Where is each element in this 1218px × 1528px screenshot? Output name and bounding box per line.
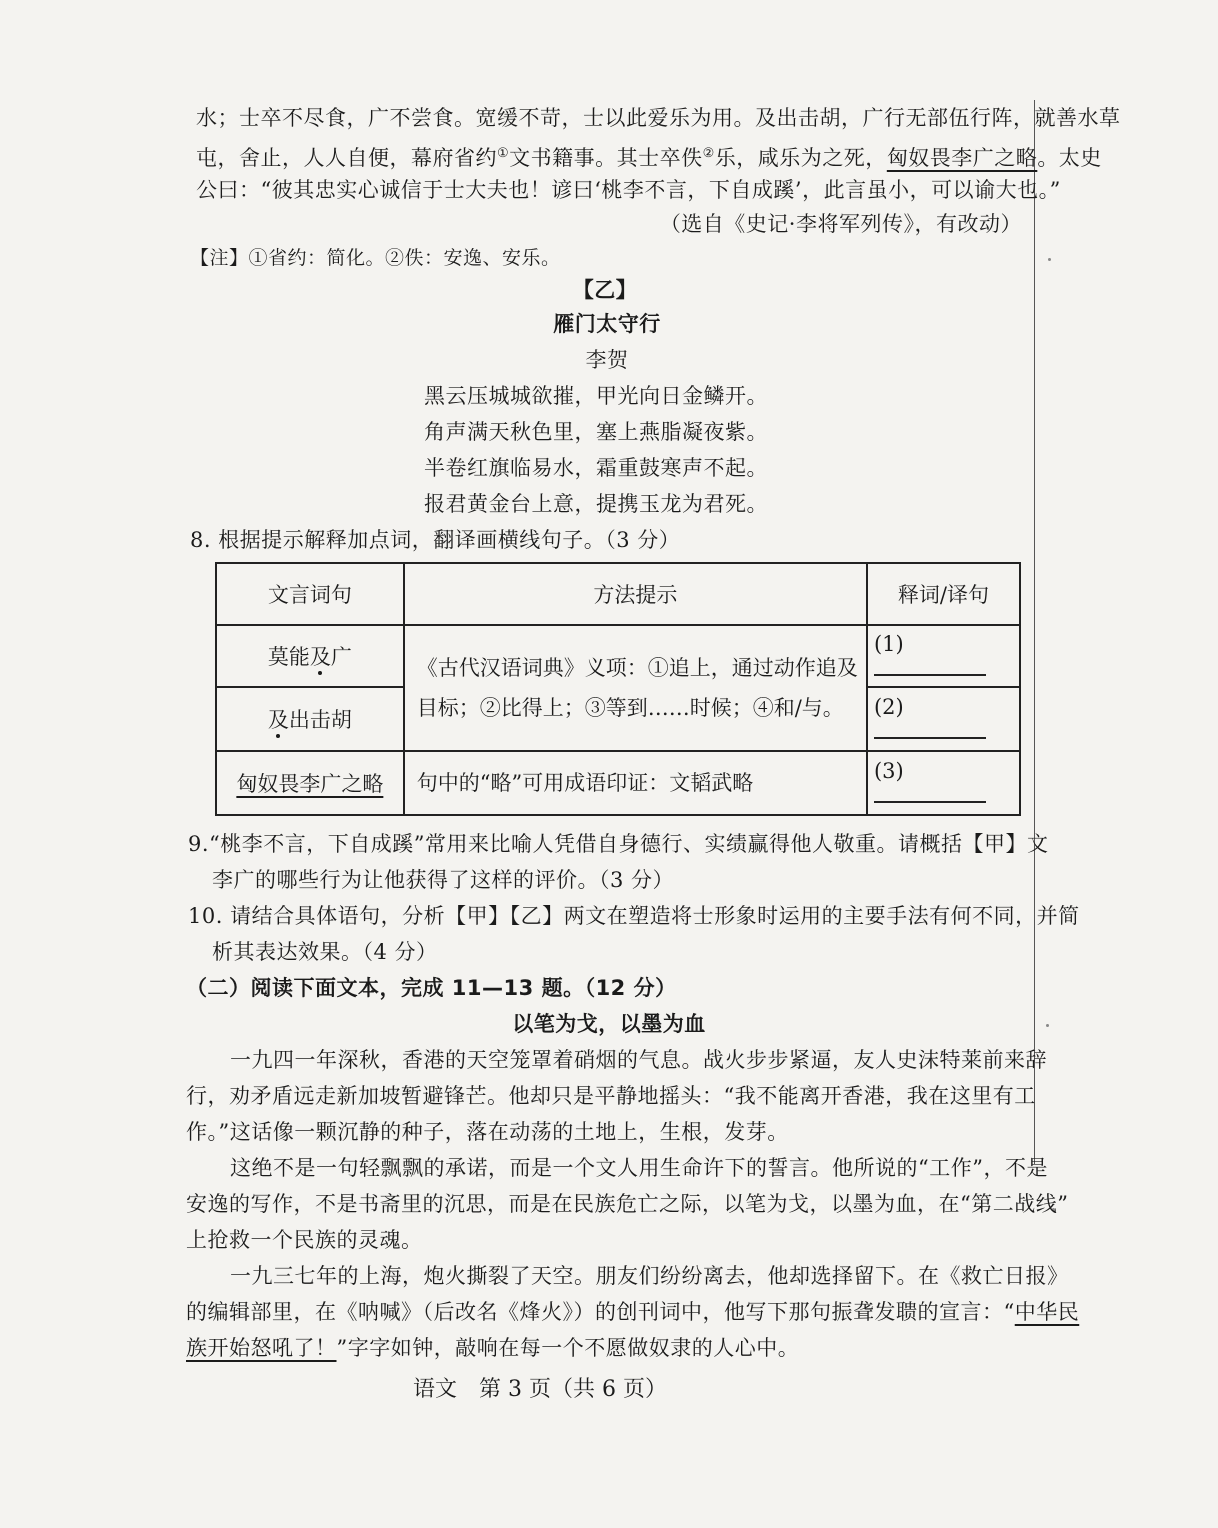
blank-label: (3) [873,758,904,783]
para-text: ”字字如钟，敲响在每一个不愿做奴隶的人心中。 [336,1336,800,1360]
article-para-line: 作。”这话像一颗沉静的种子，落在动荡的土地上，生根，发芽。 [186,1120,789,1144]
para-text: 的编辑部里，在《呐喊》（后改名《烽火》）的创刊词中，他写下那句振聋发聩的宣言：“ [186,1300,1015,1324]
dotted-word: 及 [267,708,289,732]
table-row [216,751,1020,815]
article-para-line: 一九三七年的上海，炮火撕裂了天空。朋友们纷纷离去，他却选择留下。在《救亡日报》 [230,1264,1069,1288]
page-footer: 语文 第 3 页（共 6 页） [413,1377,667,1402]
poem-line: 半卷红旗临易水，霜重鼓寒声不起。 [424,456,768,480]
phrase-cell [216,751,404,815]
hint-cell: 《古代汉语词典》义项：①追上，通过动作追及目标；②比得上；③等到……时候；④和/与。 [404,625,867,751]
blank-label: (1) [873,631,904,656]
annotation-note [190,240,561,276]
right-margin-rule [1034,100,1035,1164]
answer-cell [867,625,1020,687]
passage-text: 屯，舍止，人人自便，幕府省约 [196,146,497,170]
poem-line: 角声满天秋色里，塞上燕脂凝夜紫。 [424,420,768,444]
note-text: 【注】①省约：简化。②佚：安逸、安乐。 [190,247,561,269]
passage-text: 。太史 [1037,146,1102,170]
footnote-marker: ② [702,146,715,161]
article-title: 以笔为戈，以墨为血 [512,1012,706,1036]
question-9-line: 9.“桃李不言，下自成蹊”常用来比喻人凭借自身德行、实绩赢得他人敬重。请概括【甲】文 [188,832,1049,856]
passage-text: 水；士卒不尽食，广不尝食。宽缓不苛，士以此爱乐为用。及出击胡，广行无部伍行阵，就善水草 [196,106,1121,130]
phrase-cell [216,625,404,687]
underlined-sentence: 中华民 [1014,1300,1080,1324]
article-para-line: 行，劝矛盾远走新加坡暂避锋芒。他却只是平静地摇头：“我不能离开香港，我在这里有工 [186,1084,1036,1108]
question-10-line: 析其表达效果。（4 分） [212,940,438,964]
poem-title: 雁门太守行 [553,312,661,336]
answer-blank[interactable] [874,719,986,739]
source-text: （选自《史记·李将军列传》，有改动） [659,212,1022,236]
article-para-line: 安逸的写作，不是书斋里的沉思，而是在民族危亡之际，以笔为戈，以墨为血，在“第二战线” [186,1192,1069,1216]
table-row [216,625,1020,687]
hint-cell: 句中的“略”可用成语印证：文韬武略 [404,751,867,815]
header-cell: 释词/译句 [867,563,1020,625]
passage-text: 文书籍事。其士卒佚 [509,146,703,170]
section-label-yi: 【乙】 [572,278,638,302]
poem-author: 李贺 [585,348,629,372]
underlined-phrase: 匈奴畏李广之略 [236,772,384,796]
phrase-text: 莫能 [267,645,310,669]
header-cell: 文言词句 [216,563,404,625]
passage-text: 公曰：“彼其忠实心诚信于士大夫也！谚曰‘桃李不言，下自成蹊’，此言虽小，可以谕大也。” [196,178,1061,202]
phrase-text: 出击胡 [288,708,352,732]
scan-speck [1048,258,1051,261]
phrase-text: 广 [330,645,352,669]
passage-text: 乐，咸乐为之死， [714,146,887,170]
phrase-cell [216,687,404,751]
question-8-table [215,562,1021,816]
table-header-row [216,563,1020,625]
dotted-word: 及 [309,645,331,669]
underlined-sentence: 族开始怒吼了！ [186,1336,337,1360]
article-para-line: 一九四一年深秋，香港的天空笼罩着硝烟的气息。战火步步紧逼，友人史沫特莱前来辞 [230,1048,1047,1072]
poem-line: 报君黄金台上意，提携玉龙为君死。 [424,492,768,516]
answer-cell [867,687,1020,751]
source-citation [196,206,1022,242]
answer-blank[interactable] [874,656,986,676]
answer-blank[interactable] [874,783,986,803]
article-para-line [186,1294,1079,1330]
question-9-line: 李广的哪些行为让他获得了这样的评价。（3 分） [212,868,675,892]
passage-jia-line [196,100,1121,136]
underlined-sentence: 匈奴畏李广之略 [886,146,1038,170]
article-para-line [186,1330,799,1366]
blank-label: (2) [873,694,904,719]
passage-jia-line [196,136,1102,176]
question-10-line: 10. 请结合具体语句，分析【甲】【乙】两文在塑造将士形象时运用的主要手法有何不同，并简 [188,904,1080,928]
section-2-heading: （二）阅读下面文本，完成 11—13 题。（12 分） [186,976,677,1000]
footnote-marker: ① [497,146,510,161]
article-para-line: 上抢救一个民族的灵魂。 [186,1228,423,1252]
poem-line: 黑云压城城欲摧，甲光向日金鳞开。 [424,384,768,408]
question-8-prompt: 8. 根据提示解释加点词，翻译画横线句子。（3 分） [190,528,681,552]
passage-jia-line [196,172,1061,208]
article-para-line: 这绝不是一句轻飘飘的承诺，而是一个文人用生命许下的誓言。他所说的“工作”，不是 [230,1156,1048,1180]
header-cell: 方法提示 [404,563,867,625]
answer-cell [867,751,1020,815]
